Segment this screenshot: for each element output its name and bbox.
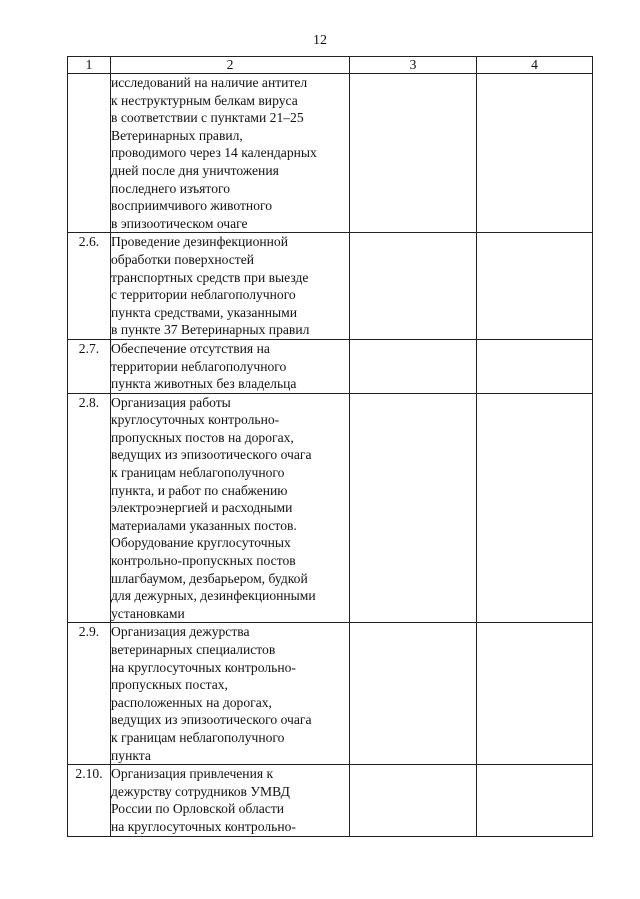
- header-row: [68, 57, 593, 74]
- description-line: исследований на наличие антител: [111, 75, 308, 90]
- deadline-cell: [350, 765, 477, 836]
- responsible-cell: [477, 74, 593, 233]
- responsible-cell: [477, 339, 593, 393]
- item-number: 2.6.: [68, 233, 111, 340]
- deadline-cell: [350, 339, 477, 393]
- description-line: ветеринарных специалистов: [111, 642, 276, 657]
- description-line: транспортных средств при выезде: [111, 269, 309, 285]
- description-line: последнего изъятого: [111, 180, 231, 196]
- description-line: пункта животных без владельца: [111, 376, 297, 392]
- header-col-1: 1: [68, 57, 111, 74]
- description-line: Ветеринарных правил,: [111, 127, 243, 143]
- description-line: дней после дня уничтожения: [111, 162, 279, 178]
- table-row: [68, 233, 593, 340]
- description-line: дежурству сотрудников УМВД: [111, 783, 290, 799]
- description-line: к неструктурным белкам вируса: [111, 92, 298, 108]
- description-line: с территории неблагополучного: [111, 287, 296, 303]
- table-row: [68, 393, 593, 623]
- description-line: электроэнергией и расходными: [111, 500, 293, 516]
- responsible-cell: [477, 233, 593, 340]
- description-line: пропускных постов на дорогах,: [111, 429, 294, 445]
- item-number: 2.8.: [68, 393, 111, 623]
- description-line: пункта: [111, 747, 151, 763]
- measure-description: [111, 623, 350, 765]
- description-line: России по Орловской области: [111, 801, 285, 817]
- description-line: шлагбаумом, дезбарьером, будкой: [111, 570, 308, 586]
- responsible-cell: [477, 765, 593, 836]
- description-line: Обеспечение отсутствия на: [111, 340, 270, 356]
- description-line: на круглосуточных контрольно-: [111, 659, 296, 675]
- description-line: восприимчивого животного: [111, 198, 273, 214]
- table-row: [68, 74, 593, 233]
- deadline-cell: [350, 623, 477, 765]
- deadline-cell: [350, 393, 477, 623]
- item-number: [68, 74, 111, 233]
- header-col-3: 3: [350, 57, 477, 74]
- measures-table: [67, 56, 593, 837]
- page-number: 12: [313, 33, 327, 48]
- description-line: пункта средствами, указанными: [111, 304, 298, 320]
- description-line: пропускных постах,: [111, 677, 228, 693]
- table-row: [68, 765, 593, 836]
- description-line: территории неблагополучного: [111, 358, 287, 374]
- deadline-cell: [350, 74, 477, 233]
- description-line: проводимого через 14 календарных: [111, 145, 317, 161]
- description-line: расположенных на дорогах,: [111, 694, 272, 710]
- description-line: Проведение дезинфекционной: [111, 234, 288, 250]
- description-line: ведущих из эпизоотического очага: [111, 712, 312, 728]
- item-number: 2.7.: [68, 339, 111, 393]
- deadline-cell: [350, 233, 477, 340]
- item-number: 2.10.: [68, 765, 111, 836]
- description-line: в пункте 37 Ветеринарных правил: [111, 322, 310, 338]
- description-line: к границам неблагополучного: [111, 729, 285, 745]
- description-line: ведущих из эпизоотического очага: [111, 447, 312, 463]
- header-col-4: 4: [477, 57, 593, 74]
- measure-description: [111, 393, 350, 623]
- measure-description: [111, 765, 350, 836]
- description-line: Организация дежурства: [111, 624, 250, 640]
- description-line: в соответствии с пунктами 21–25: [111, 110, 304, 126]
- description-line: для дежурных, дезинфекционными: [111, 588, 316, 604]
- description-line: материалами указанных постов.: [111, 517, 297, 533]
- description-line: Организация работы: [111, 394, 231, 410]
- responsible-cell: [477, 623, 593, 765]
- description-line: обработки поверхностей: [111, 251, 255, 267]
- measure-description: [111, 339, 350, 393]
- table-row: [68, 339, 593, 393]
- description-line: к границам неблагополучного: [111, 465, 285, 481]
- measure-description: [111, 74, 350, 233]
- responsible-cell: [477, 393, 593, 623]
- description-line: контрольно-пропускных постов: [111, 553, 296, 569]
- measure-description: [111, 233, 350, 340]
- description-line: установками: [111, 605, 185, 621]
- table-row: [68, 623, 593, 765]
- description-line: в эпизоотическом очаге: [111, 215, 248, 231]
- description-line: на круглосуточных контрольно-: [111, 818, 296, 834]
- description-line: Организация привлечения к: [111, 766, 274, 782]
- header-col-2: 2: [111, 57, 350, 74]
- description-line: пункта, и работ по снабжению: [111, 482, 288, 498]
- description-line: круглосуточных контрольно-: [111, 412, 280, 428]
- description-line: Оборудование круглосуточных: [111, 535, 291, 551]
- item-number: 2.9.: [68, 623, 111, 765]
